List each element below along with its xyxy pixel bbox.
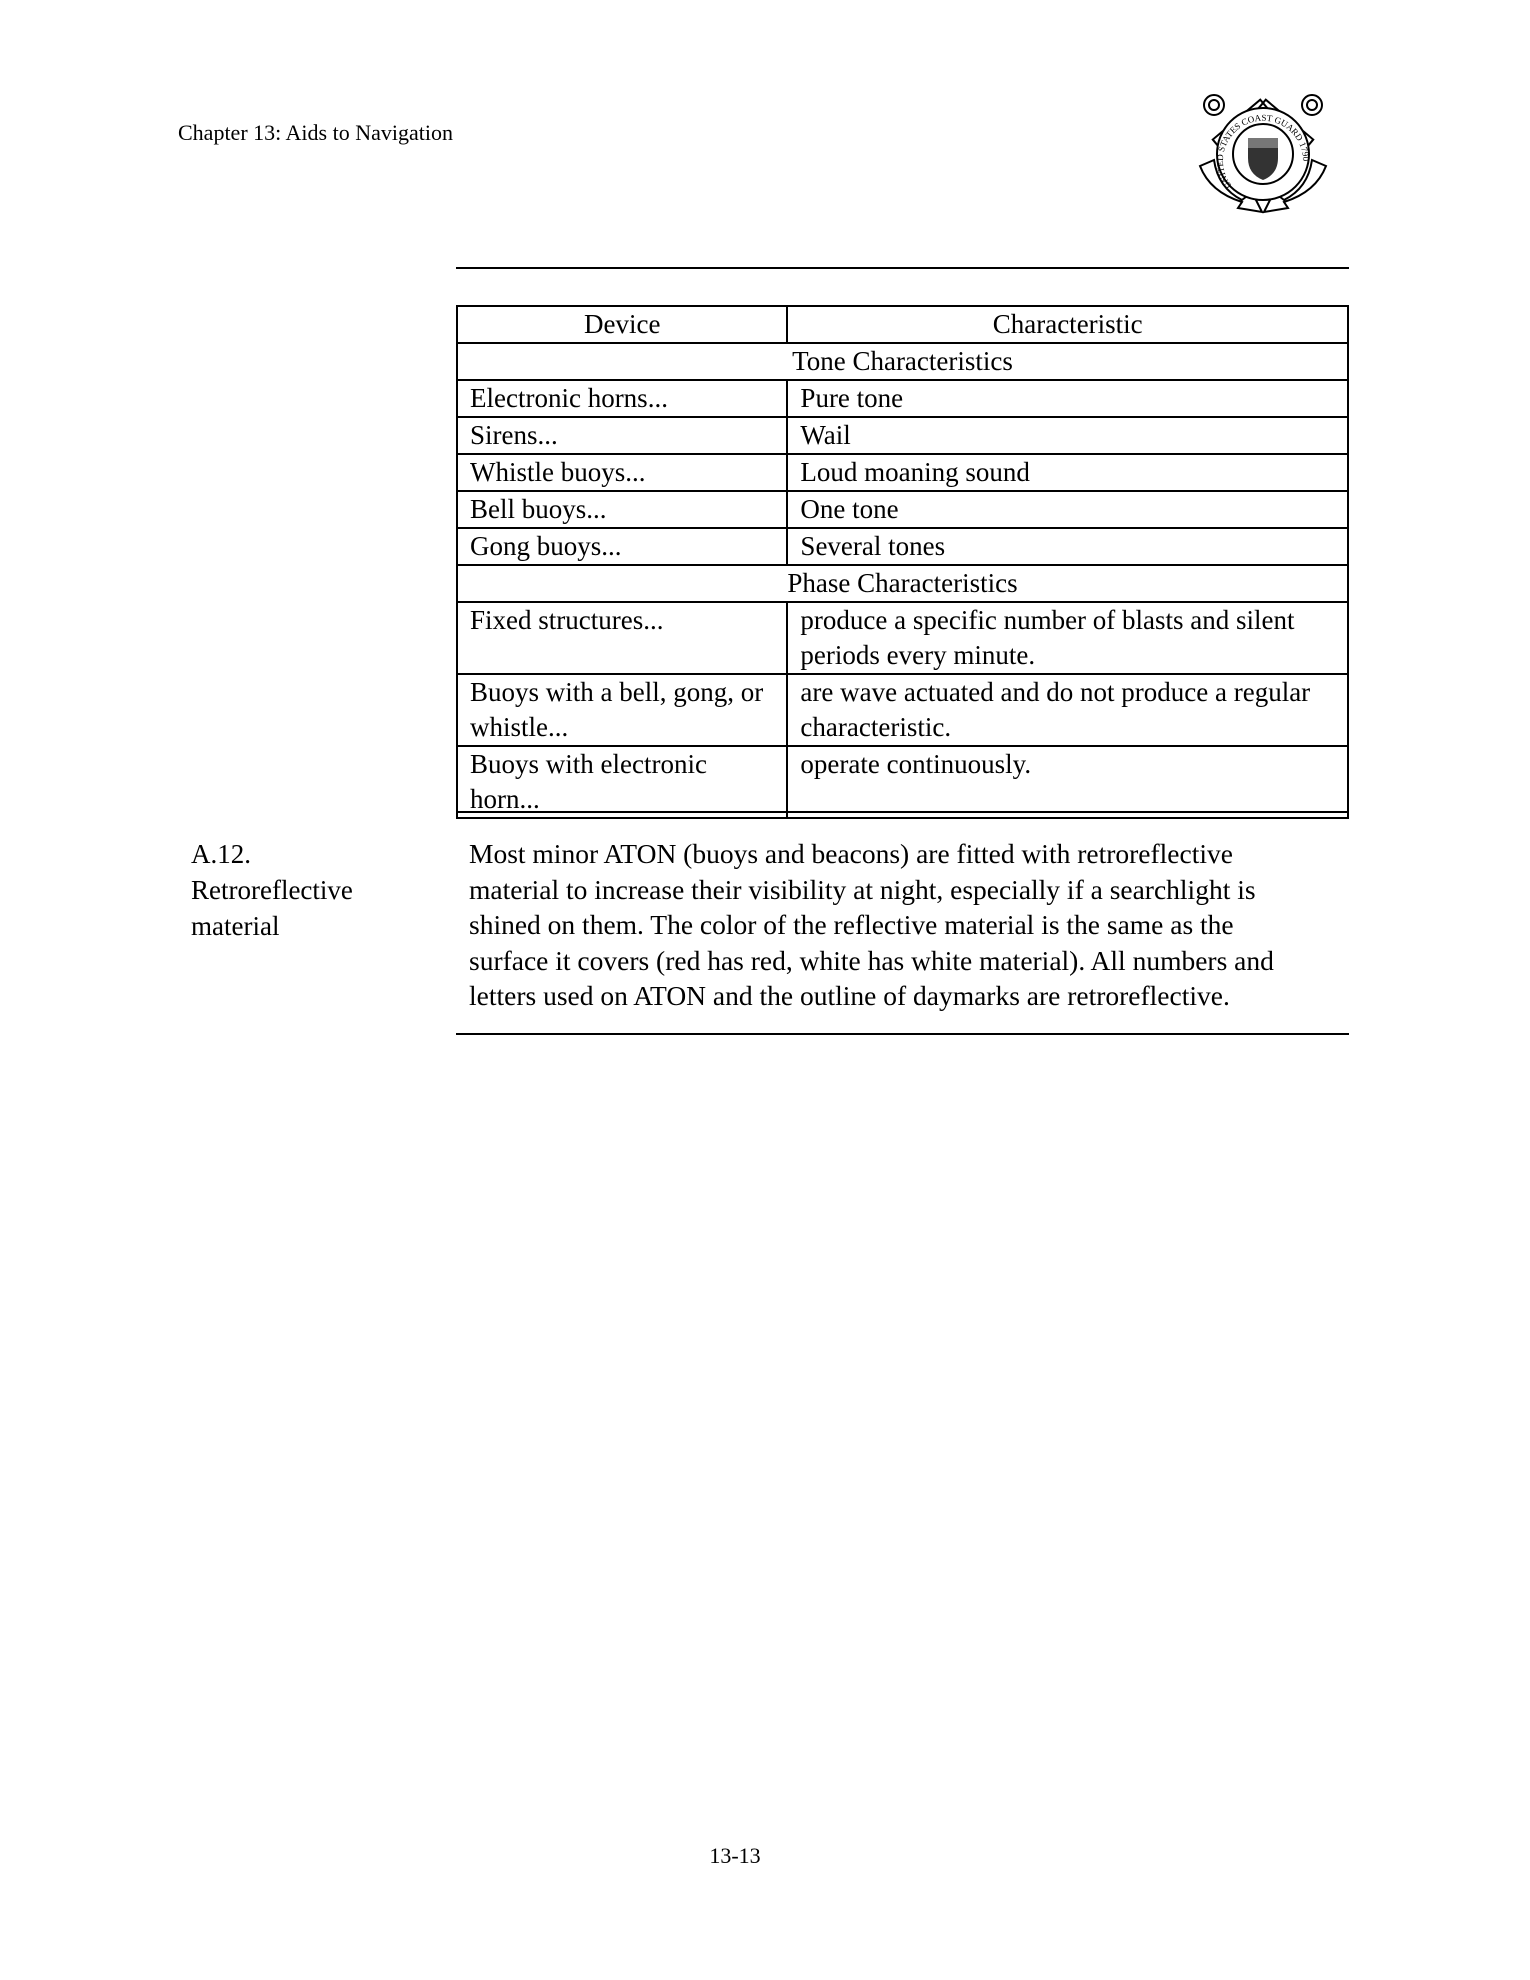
body-line: shined on them. The color of the reflective material is the same as the	[469, 909, 1234, 940]
device-cell: Fixed structures...	[457, 602, 787, 674]
device-cell: Bell buoys...	[457, 491, 787, 528]
characteristic-cell: Loud moaning sound	[787, 454, 1348, 491]
characteristic-cell: operate continuously.	[787, 746, 1348, 818]
top-divider	[456, 267, 1349, 269]
device-cell: Electronic horns...	[457, 380, 787, 417]
bottom-divider	[456, 1033, 1349, 1035]
body-line: material to increase their visibility at night, especially if a searchlight is	[469, 873, 1256, 905]
table-row	[457, 454, 1348, 491]
table-header-row	[457, 306, 1348, 343]
column-header-characteristic: Characteristic	[787, 306, 1348, 343]
section-row	[457, 343, 1348, 380]
body-line: Most minor ATON (buoys and beacons) are fitted with retroreflective	[469, 838, 1233, 869]
table-row	[457, 746, 1348, 818]
device-cell: Sirens...	[457, 417, 787, 454]
chapter-header: Chapter 13: Aids to Navigation	[178, 120, 453, 145]
coast-guard-seal-logo	[1192, 88, 1334, 224]
svg-text:UNITED STATES COAST GUARD 1790: UNITED STATES COAST GUARD 1790	[1214, 112, 1312, 191]
table-row	[457, 602, 1348, 674]
page-number: 13-13	[709, 1843, 761, 1868]
section-title: Tone Characteristics	[457, 343, 1348, 380]
characteristic-cell: Wail	[787, 417, 1348, 454]
section-number: A.12.	[191, 839, 251, 869]
body-line: letters used on ATON and the outline of daymarks are retroreflective.	[469, 980, 1230, 1011]
characteristic-cell: Several tones	[787, 528, 1348, 565]
table-row	[457, 491, 1348, 528]
device-cell: Whistle buoys...	[457, 454, 787, 491]
table-row	[457, 380, 1348, 417]
section-body	[469, 836, 1274, 1014]
characteristic-cell: One tone	[787, 491, 1348, 528]
section-title-line: material	[191, 911, 280, 941]
body-line: surface it covers (red has red, white has white material). All numbers and	[469, 944, 1274, 976]
device-cell: Gong buoys...	[457, 528, 787, 565]
characteristic-cell: Pure tone	[787, 380, 1348, 417]
table-row	[457, 528, 1348, 565]
characteristic-cell: are wave actuated and do not produce a regular characteristic.	[787, 674, 1348, 746]
device-cell: Buoys with a bell, gong, or whistle...	[457, 674, 787, 746]
characteristic-cell: produce a specific number of blasts and silent periods every minute.	[787, 602, 1348, 674]
section-label	[191, 836, 353, 944]
section-divider	[456, 811, 1349, 813]
table-row	[457, 674, 1348, 746]
section-row	[457, 565, 1348, 602]
column-header-device: Device	[457, 306, 787, 343]
device-cell: Buoys with electronic horn...	[457, 746, 787, 818]
fog-signal-table	[456, 305, 1349, 819]
table-row	[457, 417, 1348, 454]
section-title: Phase Characteristics	[457, 565, 1348, 602]
section-title-line: Retroreflective	[191, 875, 353, 905]
